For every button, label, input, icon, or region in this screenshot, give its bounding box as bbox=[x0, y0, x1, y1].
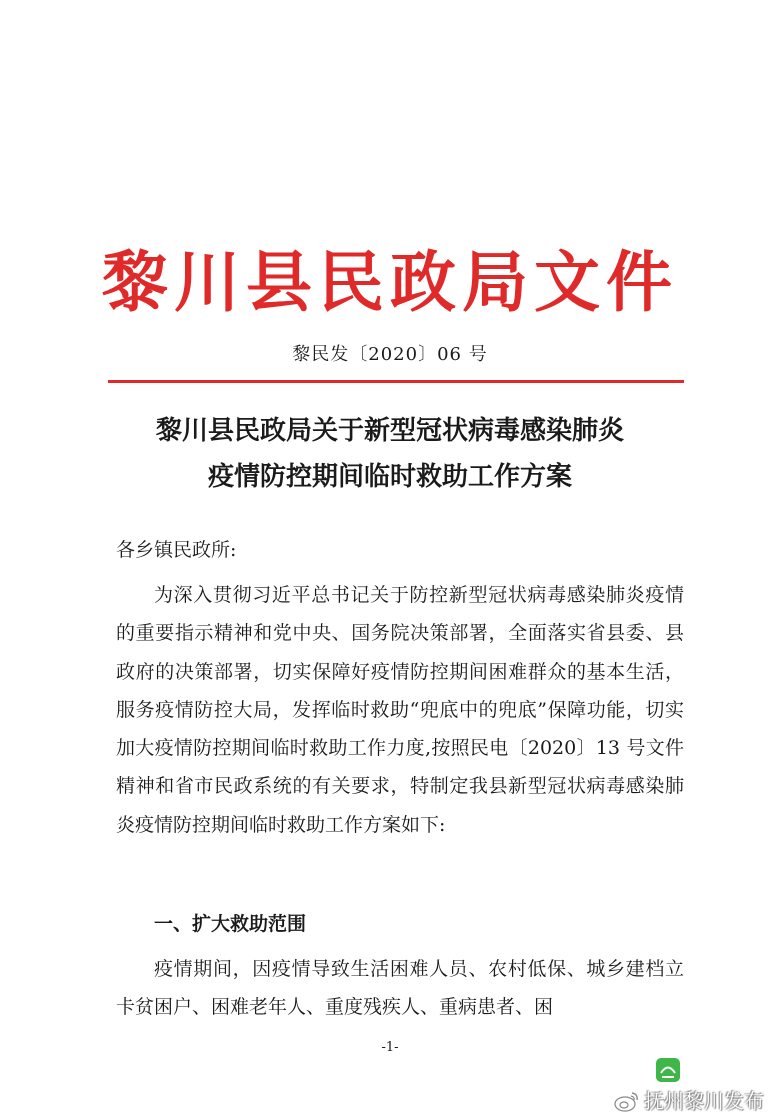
document-header-title: 黎川县民政局文件 bbox=[102, 243, 678, 321]
body-paragraph: 为深入贯彻习近平总书记关于防控新型冠状病毒感染肺炎疫情的重要指示精神和党中央、国务院决策部署，全面落实省县委、县政府的决策部署，切实保障好疫情防控期间困难群众的基本生活，服务疫情防控大局，发挥临时救助“兜底中的兜底”保障功能，切实加大疫情防控期间临时救助工作力度,按照民电〔2020〕13 号文件精神和省市民政系统的有关要求，特制定我县新型冠状病毒感染肺炎疫情防控期间临时救助工作方案如下: bbox=[116, 584, 684, 836]
watermark-text: 抚州黎川发布 bbox=[644, 1089, 764, 1113]
body-paragraph: 疫情期间，因疫情导致生活困难人员、农村低保、城乡建档立卡贫困户、困难老年人、重度残疾人、重病患者、困 bbox=[116, 958, 684, 1019]
section-heading: 一、扩大救助范围 bbox=[154, 913, 307, 935]
document-number: 黎民发〔2020〕06 号 bbox=[292, 344, 488, 365]
green-logo-icon bbox=[656, 1058, 680, 1082]
page-number: -1- bbox=[381, 1040, 399, 1055]
subject-line-1: 黎川县民政局关于新型冠状病毒感染肺炎 bbox=[155, 416, 624, 446]
weibo-icon bbox=[614, 1090, 640, 1112]
red-divider bbox=[108, 380, 684, 383]
subject-line-2: 疫情防控期间临时救助工作方案 bbox=[207, 462, 572, 492]
salutation: 各乡镇民政所: bbox=[116, 539, 237, 561]
document-subject bbox=[90, 408, 690, 500]
watermark bbox=[614, 1058, 774, 1114]
